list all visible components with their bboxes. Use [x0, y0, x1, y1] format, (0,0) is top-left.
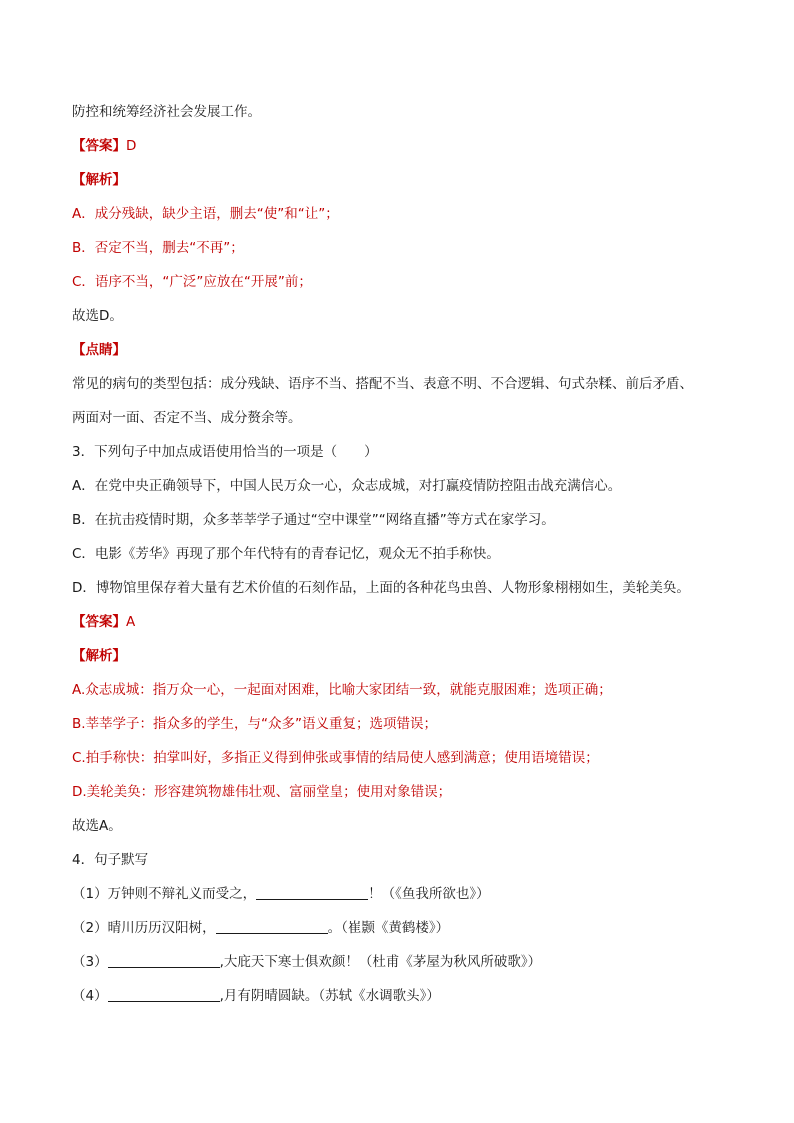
analysis-item-c: C．语序不当，“广泛”应放在“开展”前； [72, 274, 312, 290]
fill-blank-prefix: （2）晴川历历汉阳树， [72, 920, 216, 936]
question-4-title: 4．句子默写 [72, 852, 149, 868]
fill-blank-prefix: （4） [72, 988, 108, 1004]
answer-line-1 [72, 137, 734, 155]
analysis-item-c: C.拍手称快：拍掌叫好，多指正义得到伸张或事情的结局使人感到满意；使用语境错误； [72, 750, 599, 766]
blank-line[interactable] [256, 885, 368, 900]
blank-line[interactable] [108, 953, 220, 968]
fill-blank-1 [72, 885, 734, 903]
fill-blank-prefix: （1）万钟则不辩礼义而受之， [72, 886, 257, 902]
analysis-item-a: A．成分残缺，缺少主语，删去“使”和“让”； [72, 206, 339, 222]
fill-blank-suffix: 。（崔颢《黄鹤楼》） [327, 920, 450, 936]
question-3-option-c: C．电影《芳华》再现了那个年代特有的青春记忆，观众无不拍手称快。 [72, 546, 500, 562]
answer-tag: 【答案】 [72, 138, 126, 154]
analysis-tag: 【解析】 [72, 648, 126, 664]
question-3-option-a: A．在党中央正确领导下，中国人民万众一心，众志成城，对打赢疫情防控阻击战充满信心。 [72, 478, 622, 494]
analysis-item-d: D.美轮美奂：形容建筑物雄伟壮观、富丽堂皇；使用对象错误； [72, 784, 452, 800]
tip-text-2: 两面对一面、否定不当、成分赘余等。 [72, 410, 302, 426]
tip-text-1: 常见的病句的类型包括：成分残缺、语序不当、搭配不当、表意不明、不合逻辑、句式杂糅、前后矛盾、 [72, 376, 693, 392]
fill-blank-suffix: ！（《鱼我所欲也》） [368, 886, 490, 902]
question-3-title: 3．下列句子中加点成语使用恰当的一项是（ ） [72, 444, 378, 460]
blank-line[interactable] [108, 987, 220, 1002]
analysis-item-a: A.众志成城：指万众一心，一起面对困难，比喻大家团结一致，就能克服困难；选项正确； [72, 682, 612, 698]
fill-blank-2 [72, 919, 734, 937]
analysis-tag: 【解析】 [72, 172, 126, 188]
fill-blank-suffix: ,月有阴晴圆缺。（苏轼《水调歌头》） [219, 988, 440, 1004]
analysis-item-b: B．否定不当，删去“不再”； [72, 240, 244, 256]
answer-tag: 【答案】 [72, 614, 126, 630]
conclusion-line: 故选A。 [72, 818, 122, 834]
fill-blank-prefix: （3） [72, 954, 108, 970]
answer-value: A [126, 614, 136, 630]
conclusion-line: 故选D。 [72, 308, 123, 324]
text-line: 防控和统筹经济社会发展工作。 [72, 104, 261, 120]
blank-line[interactable] [216, 919, 328, 934]
fill-blank-4 [72, 987, 734, 1005]
fill-blank-3 [72, 953, 734, 971]
analysis-item-b: B.莘莘学子：指众多的学生，与“众多”语义重复；选项错误； [72, 716, 438, 732]
fill-blank-suffix: ,大庇天下寒士俱欢颜！（杜甫《茅屋为秋风所破歌》） [219, 954, 542, 970]
answer-line-3 [72, 613, 734, 631]
question-3-option-d: D．博物馆里保存着大量有艺术价值的石刻作品，上面的各种花鸟虫兽、人物形象栩栩如生，美轮美奂。 [72, 580, 690, 596]
answer-value: D [126, 138, 137, 154]
question-3-option-b: B．在抗击疫情时期，众多莘莘学子通过“空中课堂”“网络直播”等方式在家学习。 [72, 512, 555, 528]
tip-tag: 【点睛】 [72, 342, 126, 358]
